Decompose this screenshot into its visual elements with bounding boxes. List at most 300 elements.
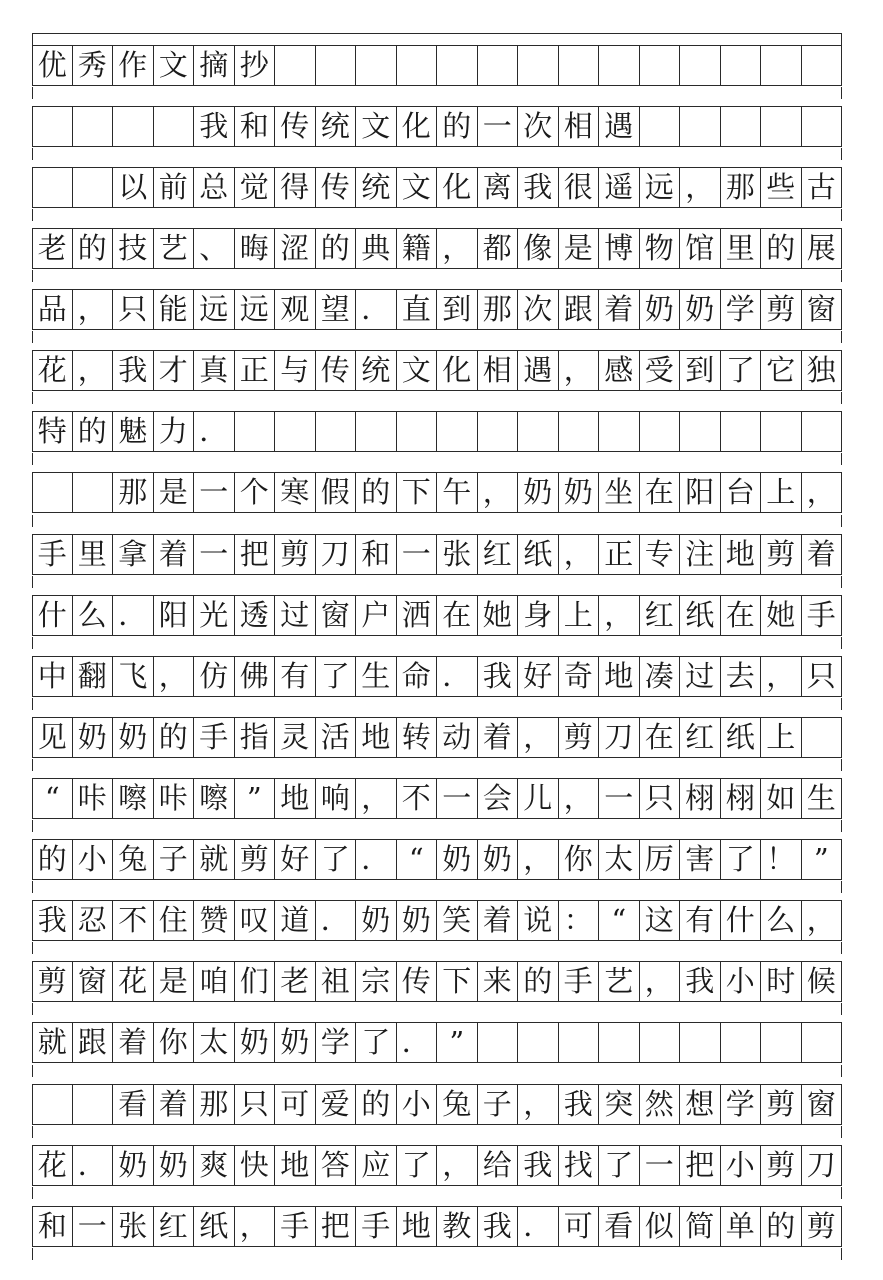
grid-cell: 洒 <box>397 595 438 636</box>
grid-cell: 文 <box>397 350 438 391</box>
grid-cell: 那 <box>478 289 519 330</box>
grid-cell: 纸 <box>721 717 762 758</box>
grid-cell: ． <box>397 1022 438 1063</box>
grid-cell: 兔 <box>113 839 154 880</box>
grid-cell: 把 <box>235 534 276 575</box>
grid-cell: 奶 <box>559 472 600 513</box>
grid-cell: 统 <box>316 106 357 147</box>
grid-cell: 好 <box>275 839 316 880</box>
grid-cell: 特 <box>32 411 73 452</box>
grid-cell <box>356 45 397 86</box>
grid-cell: 学 <box>721 1084 762 1125</box>
grid-cell: 奶 <box>235 1022 276 1063</box>
grid-cell: 剪 <box>761 289 802 330</box>
grid-cell: 与 <box>275 350 316 391</box>
grid-cell: 指 <box>235 717 276 758</box>
grid-cell: 儿 <box>518 778 559 819</box>
grid-cell: ， <box>599 595 640 636</box>
grid-cell: 祖 <box>316 961 357 1002</box>
grid-cell <box>680 1022 721 1063</box>
grid-cell: 总 <box>194 167 235 208</box>
grid-cell: 忍 <box>73 900 114 941</box>
text-line <box>32 534 842 575</box>
grid-cell: 假 <box>316 472 357 513</box>
grid-cell <box>518 411 559 452</box>
grid-cell: 仿 <box>194 656 235 697</box>
grid-cell: 手 <box>356 1206 397 1247</box>
grid-cell: 馆 <box>680 228 721 269</box>
grid-cell: ． <box>194 411 235 452</box>
grid-cell: 简 <box>680 1206 721 1247</box>
grid-cell: ， <box>73 289 114 330</box>
grid-cell: 传 <box>275 106 316 147</box>
grid-cell: 的 <box>437 106 478 147</box>
grid-cell <box>478 411 519 452</box>
grid-cell: 笑 <box>437 900 478 941</box>
grid-cell: 我 <box>518 1145 559 1186</box>
grid-cell <box>275 45 316 86</box>
grid-cell <box>680 106 721 147</box>
grid-cell: 咱 <box>194 961 235 1002</box>
grid-cell: 她 <box>761 595 802 636</box>
grid-cell: 剪 <box>275 534 316 575</box>
grid-cell: 得 <box>275 167 316 208</box>
grid-cell: 在 <box>640 472 681 513</box>
grid-cell: 拿 <box>113 534 154 575</box>
grid-cell: 像 <box>518 228 559 269</box>
grid-cell: 剪 <box>802 1206 843 1247</box>
grid-cell: 剪 <box>559 717 600 758</box>
grid-cell: 光 <box>194 595 235 636</box>
grid-cell: 佛 <box>235 656 276 697</box>
grid-cell <box>559 45 600 86</box>
grid-cell: 身 <box>518 595 559 636</box>
grid-cell: ， <box>761 656 802 697</box>
grid-cell: 观 <box>275 289 316 330</box>
grid-cell: 博 <box>599 228 640 269</box>
grid-cell: 午 <box>437 472 478 513</box>
grid-cell: 远 <box>235 289 276 330</box>
grid-cell: 看 <box>599 1206 640 1247</box>
grid-cell: ． <box>518 1206 559 1247</box>
text-line <box>32 1206 842 1247</box>
grid-cell: 手 <box>275 1206 316 1247</box>
grid-cell: 小 <box>721 961 762 1002</box>
grid-cell: 小 <box>397 1084 438 1125</box>
grid-cell: 跟 <box>559 289 600 330</box>
grid-cell: 到 <box>680 350 721 391</box>
grid-cell: 在 <box>721 595 762 636</box>
grid-cell: 说 <box>518 900 559 941</box>
grid-cell: 远 <box>194 289 235 330</box>
grid-cell: 窗 <box>802 289 843 330</box>
text-line <box>32 411 842 452</box>
grid-cell: 老 <box>32 228 73 269</box>
grid-cell: 我 <box>478 1206 519 1247</box>
grid-cell: 感 <box>599 350 640 391</box>
grid-cell: 手 <box>559 961 600 1002</box>
grid-cell: 下 <box>437 961 478 1002</box>
text-line <box>32 289 842 330</box>
grid-cell <box>761 106 802 147</box>
grid-cell: 和 <box>235 106 276 147</box>
grid-cell: 摘 <box>194 45 235 86</box>
grid-cell: 嚓 <box>113 778 154 819</box>
grid-cell: ， <box>559 534 600 575</box>
grid-cell <box>680 411 721 452</box>
grid-cell: 是 <box>154 472 195 513</box>
grid-cell: 户 <box>356 595 397 636</box>
grid-cell: ． <box>437 656 478 697</box>
grid-cell: 栩 <box>680 778 721 819</box>
grid-cell: 个 <box>235 472 276 513</box>
grid-cell: 应 <box>356 1145 397 1186</box>
grid-cell: 文 <box>154 45 195 86</box>
grid-cell: 统 <box>356 350 397 391</box>
grid-cell: 命 <box>397 656 438 697</box>
grid-cell <box>316 411 357 452</box>
grid-cell: 到 <box>437 289 478 330</box>
grid-cell: 有 <box>680 900 721 941</box>
grid-cell <box>802 717 843 758</box>
grid-cell: 不 <box>397 778 438 819</box>
grid-cell <box>640 45 681 86</box>
grid-cell: 你 <box>154 1022 195 1063</box>
grid-cell: 相 <box>559 106 600 147</box>
grid-cell: 张 <box>437 534 478 575</box>
grid-cell: 时 <box>761 961 802 1002</box>
grid-cell: 下 <box>397 472 438 513</box>
grid-cell: 在 <box>640 717 681 758</box>
grid-cell: 么 <box>73 595 114 636</box>
grid-cell: ， <box>437 228 478 269</box>
grid-cell: 台 <box>721 472 762 513</box>
grid-cell: 传 <box>397 961 438 1002</box>
grid-cell: 见 <box>32 717 73 758</box>
grid-cell: 那 <box>113 472 154 513</box>
grid-cell: ， <box>802 472 843 513</box>
grid-cell: 着 <box>154 534 195 575</box>
grid-cell: 独 <box>802 350 843 391</box>
grid-cell <box>721 411 762 452</box>
row-gap <box>32 1187 842 1199</box>
grid-cell: 生 <box>802 778 843 819</box>
grid-cell: 在 <box>437 595 478 636</box>
text-line <box>32 778 842 819</box>
grid-cell: 纸 <box>518 534 559 575</box>
grid-cell <box>235 411 276 452</box>
grid-cell: 花 <box>32 1145 73 1186</box>
grid-cell: 剪 <box>235 839 276 880</box>
grid-cell <box>32 106 73 147</box>
grid-cell: ， <box>640 961 681 1002</box>
grid-cell: 刀 <box>316 534 357 575</box>
grid-cell <box>32 167 73 208</box>
row-gap <box>32 33 842 45</box>
grid-cell: “ <box>32 778 73 819</box>
grid-cell: 活 <box>316 717 357 758</box>
text-line <box>32 900 842 941</box>
grid-cell: 和 <box>356 534 397 575</box>
heading-row <box>32 45 842 86</box>
grid-cell: 红 <box>640 595 681 636</box>
grid-cell: 物 <box>640 228 681 269</box>
grid-cell <box>761 1022 802 1063</box>
grid-cell: 兔 <box>437 1084 478 1125</box>
grid-cell: 远 <box>640 167 681 208</box>
grid-cell: 老 <box>275 961 316 1002</box>
grid-cell <box>397 45 438 86</box>
grid-cell: 能 <box>154 289 195 330</box>
grid-cell: 纸 <box>194 1206 235 1247</box>
grid-cell: 奶 <box>154 1145 195 1186</box>
grid-cell: ， <box>235 1206 276 1247</box>
grid-cell: 小 <box>73 839 114 880</box>
grid-cell <box>640 1022 681 1063</box>
grid-cell: 文 <box>356 106 397 147</box>
grid-cell: 剪 <box>761 1084 802 1125</box>
grid-cell: 它 <box>761 350 802 391</box>
grid-cell <box>154 106 195 147</box>
grid-cell: ！ <box>761 839 802 880</box>
grid-cell: 一 <box>599 778 640 819</box>
grid-cell <box>599 411 640 452</box>
grid-cell: 才 <box>154 350 195 391</box>
row-gap <box>32 698 842 710</box>
grid-cell: 剪 <box>32 961 73 1002</box>
grid-cell: 统 <box>356 167 397 208</box>
grid-cell: 着 <box>154 1084 195 1125</box>
grid-cell: 涩 <box>275 228 316 269</box>
grid-cell: 我 <box>32 900 73 941</box>
grid-cell: ， <box>559 778 600 819</box>
grid-cell <box>559 411 600 452</box>
grid-cell <box>680 45 721 86</box>
grid-cell: ， <box>437 1145 478 1186</box>
grid-cell: 我 <box>559 1084 600 1125</box>
grid-cell: 教 <box>437 1206 478 1247</box>
grid-cell: 奶 <box>275 1022 316 1063</box>
grid-cell <box>32 1084 73 1125</box>
grid-cell: 窗 <box>802 1084 843 1125</box>
grid-cell <box>599 45 640 86</box>
grid-cell: 就 <box>32 1022 73 1063</box>
grid-cell: 一 <box>478 106 519 147</box>
grid-cell: 次 <box>518 106 559 147</box>
text-line <box>32 961 842 1002</box>
grid-cell: 着 <box>478 717 519 758</box>
grid-cell: 把 <box>680 1145 721 1186</box>
grid-cell: ， <box>356 778 397 819</box>
grid-cell: 一 <box>194 472 235 513</box>
grid-cell: 正 <box>235 350 276 391</box>
grid-cell: 是 <box>154 961 195 1002</box>
grid-cell: 都 <box>478 228 519 269</box>
grid-cell: 的 <box>356 1084 397 1125</box>
grid-cell: 么 <box>761 900 802 941</box>
grid-cell: 找 <box>559 1145 600 1186</box>
text-line <box>32 350 842 391</box>
grid-cell: 奶 <box>397 900 438 941</box>
grid-cell: 里 <box>721 228 762 269</box>
grid-cell: ： <box>559 900 600 941</box>
grid-cell: ， <box>518 717 559 758</box>
grid-cell: 优 <box>32 45 73 86</box>
grid-cell: 这 <box>640 900 681 941</box>
row-gap <box>32 209 842 221</box>
grid-cell: 奶 <box>73 717 114 758</box>
row-gap <box>32 270 842 282</box>
grid-cell: “ <box>397 839 438 880</box>
grid-cell: 那 <box>194 1084 235 1125</box>
row-gap <box>32 576 842 588</box>
grid-cell: 响 <box>316 778 357 819</box>
grid-cell: 剪 <box>761 1145 802 1186</box>
grid-cell: ， <box>680 167 721 208</box>
grid-cell <box>32 472 73 513</box>
grid-cell <box>802 45 843 86</box>
grid-cell: 了 <box>356 1022 397 1063</box>
grid-cell: 着 <box>802 534 843 575</box>
grid-cell <box>356 411 397 452</box>
grid-cell: 爽 <box>194 1145 235 1186</box>
grid-cell: 了 <box>721 350 762 391</box>
grid-cell: 力 <box>154 411 195 452</box>
grid-cell: 叹 <box>235 900 276 941</box>
grid-cell: 次 <box>518 289 559 330</box>
grid-cell: 窗 <box>73 961 114 1002</box>
grid-cell: 一 <box>397 534 438 575</box>
grid-cell: 专 <box>640 534 681 575</box>
grid-cell: 给 <box>478 1145 519 1186</box>
grid-cell: 的 <box>518 961 559 1002</box>
row-gap <box>32 392 842 404</box>
grid-cell <box>802 411 843 452</box>
grid-cell: 什 <box>32 595 73 636</box>
grid-cell: 单 <box>721 1206 762 1247</box>
grid-cell: 看 <box>113 1084 154 1125</box>
grid-cell: 了 <box>316 839 357 880</box>
grid-cell: 遇 <box>518 350 559 391</box>
grid-cell: 你 <box>559 839 600 880</box>
grid-cell: 那 <box>721 167 762 208</box>
grid-cell: 好 <box>518 656 559 697</box>
grid-cell: 上 <box>761 717 802 758</box>
grid-cell: 去 <box>721 656 762 697</box>
grid-cell: 前 <box>154 167 195 208</box>
grid-cell: 她 <box>478 595 519 636</box>
grid-cell <box>478 1022 519 1063</box>
grid-cell: 道 <box>275 900 316 941</box>
grid-cell: 阳 <box>154 595 195 636</box>
grid-cell: 太 <box>599 839 640 880</box>
grid-cell: 花 <box>113 961 154 1002</box>
grid-cell: 地 <box>599 656 640 697</box>
grid-cell <box>316 45 357 86</box>
grid-cell: 手 <box>802 595 843 636</box>
text-line <box>32 228 842 269</box>
grid-cell: 赞 <box>194 900 235 941</box>
row-gap <box>32 453 842 465</box>
grid-cell: 飞 <box>113 656 154 697</box>
grid-cell: 化 <box>437 167 478 208</box>
grid-cell: 凑 <box>640 656 681 697</box>
grid-cell: 我 <box>478 656 519 697</box>
grid-cell: 遇 <box>599 106 640 147</box>
grid-cell: 注 <box>680 534 721 575</box>
grid-cell: 会 <box>478 778 519 819</box>
row-gap <box>32 942 842 954</box>
grid-cell: ． <box>356 289 397 330</box>
grid-cell: 典 <box>356 228 397 269</box>
grid-cell <box>559 1022 600 1063</box>
grid-cell: 相 <box>478 350 519 391</box>
grid-cell: 文 <box>397 167 438 208</box>
grid-cell: 正 <box>599 534 640 575</box>
row-gap <box>32 1065 842 1077</box>
grid-cell: 觉 <box>235 167 276 208</box>
grid-cell: 地 <box>356 717 397 758</box>
grid-cell: ， <box>802 900 843 941</box>
grid-cell: 过 <box>275 595 316 636</box>
grid-cell: 子 <box>478 1084 519 1125</box>
grid-cell: 籍 <box>397 228 438 269</box>
grid-cell: 剪 <box>761 534 802 575</box>
grid-cell: 刀 <box>802 1145 843 1186</box>
grid-cell: 作 <box>113 45 154 86</box>
grid-cell: 的 <box>32 839 73 880</box>
grid-cell <box>73 1084 114 1125</box>
grid-cell: 一 <box>640 1145 681 1186</box>
grid-cell: 上 <box>761 472 802 513</box>
grid-cell: ， <box>559 350 600 391</box>
grid-cell <box>73 472 114 513</box>
grid-cell: 张 <box>113 1206 154 1247</box>
grid-cell: 嚓 <box>194 778 235 819</box>
grid-cell <box>761 45 802 86</box>
grid-cell: 化 <box>397 106 438 147</box>
grid-cell: 有 <box>275 656 316 697</box>
grid-cell: 学 <box>316 1022 357 1063</box>
grid-cell: 我 <box>194 106 235 147</box>
grid-cell: 花 <box>32 350 73 391</box>
text-line <box>32 839 842 880</box>
grid-cell: 灵 <box>275 717 316 758</box>
grid-cell: 跟 <box>73 1022 114 1063</box>
grid-cell <box>599 1022 640 1063</box>
grid-cell: 着 <box>113 1022 154 1063</box>
text-line <box>32 1145 842 1186</box>
grid-cell: ” <box>235 778 276 819</box>
grid-cell: 害 <box>680 839 721 880</box>
text-line <box>32 595 842 636</box>
row-gap <box>32 1248 842 1260</box>
grid-cell: 只 <box>113 289 154 330</box>
grid-cell: 厉 <box>640 839 681 880</box>
grid-cell: 受 <box>640 350 681 391</box>
text-line <box>32 656 842 697</box>
row-gap <box>32 87 842 99</box>
grid-cell: 红 <box>154 1206 195 1247</box>
grid-cell: 的 <box>761 1206 802 1247</box>
grid-cell: ， <box>154 656 195 697</box>
grid-cell: 的 <box>761 228 802 269</box>
grid-cell: 里 <box>73 534 114 575</box>
grid-cell: ． <box>356 839 397 880</box>
grid-cell: 只 <box>235 1084 276 1125</box>
grid-cell: 手 <box>32 534 73 575</box>
grid-cell: 太 <box>194 1022 235 1063</box>
